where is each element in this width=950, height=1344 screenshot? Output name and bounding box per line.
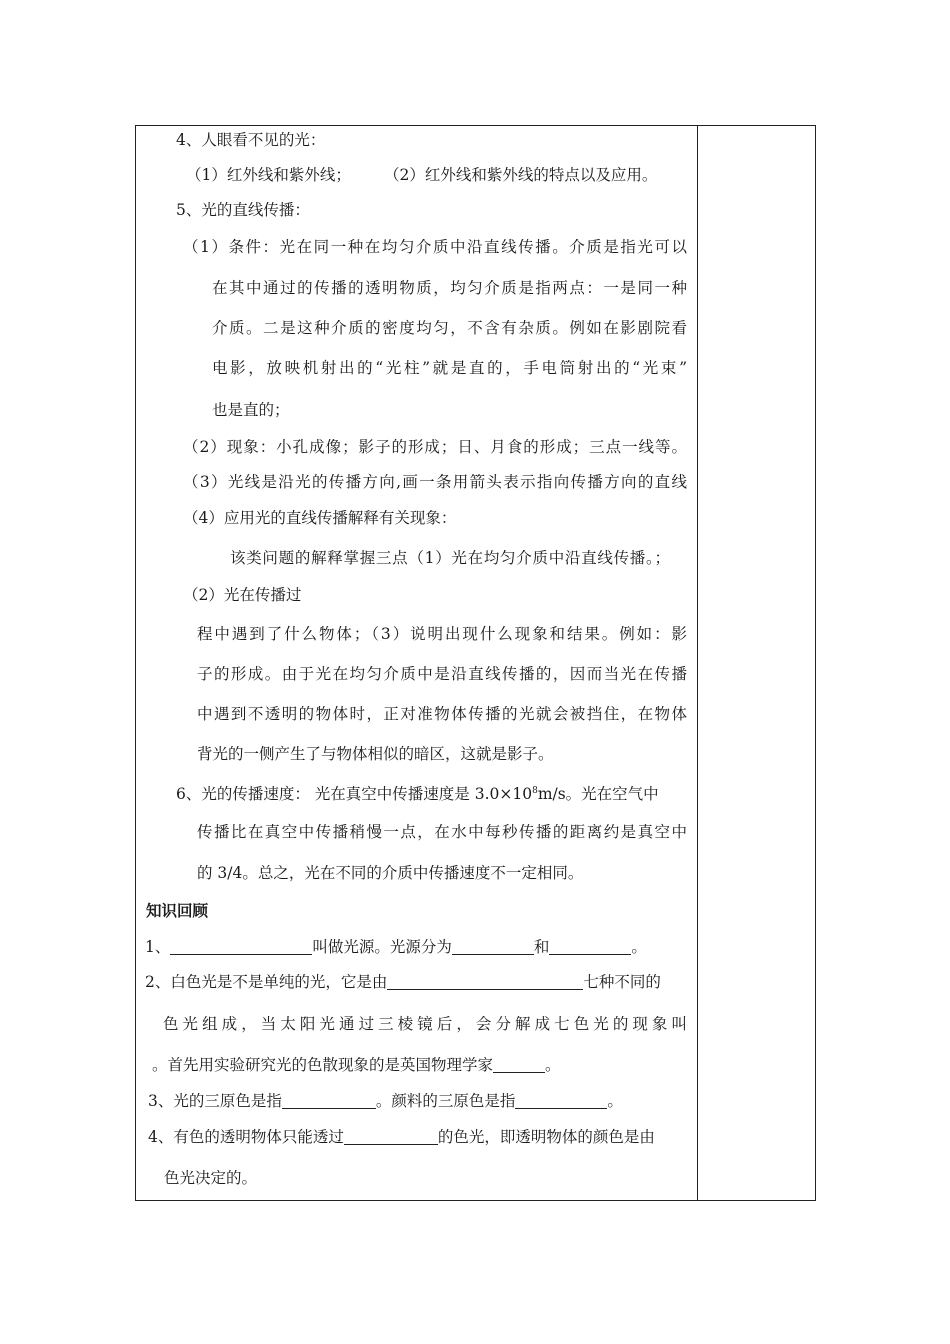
- review-question-2-line-2: 色光组成，当太阳光通过三棱镜后，会分解成七色光的现象叫: [163, 1015, 687, 1033]
- answer-blank[interactable]: [344, 1128, 438, 1145]
- review-question-3: 3、光的三原色是指 。颜料的三原色是指 。: [148, 1092, 623, 1110]
- answer-blank[interactable]: [549, 938, 631, 955]
- item-5-condition-line-5: 也是直的；: [212, 401, 290, 419]
- item-6-speed-line-3: 的 3/4。总之，光在不同的介质中传播速度不一定相同。: [197, 864, 584, 882]
- item-5-explanation-line-6: 背光的一侧产生了与物体相似的暗区，这就是影子。: [197, 745, 554, 763]
- answer-blank[interactable]: [282, 1092, 376, 1109]
- item-5-explanation-line-4: 子的形成。由于光在均匀介质中是沿直线传播的，因而当光在传播: [197, 665, 687, 683]
- review-question-2-line-1: 2、白色光是不是单纯的光，它是由 七种不同的: [145, 973, 661, 991]
- item-5-ray-definition: （3）光线是沿光的传播方向,画一条用箭头表示指向传播方向的直线: [183, 473, 687, 491]
- item-5-phenomena: （2）现象：小孔成像；影子的形成；日、月食的形成；三点一线等。: [183, 438, 687, 456]
- item-5-condition-line-4: 电影，放映机射出的“光柱”就是直的，手电筒射出的“光束”: [212, 359, 687, 377]
- review-question-2-line-3: 。首先用实验研究光的色散现象的是英国物理学家 。: [152, 1056, 561, 1074]
- table-column-divider: [697, 125, 698, 1201]
- item-5-condition-line-3: 介质。二是这种介质的密度均匀，不含有杂质。例如在影剧院看: [212, 319, 687, 337]
- answer-blank[interactable]: [452, 938, 534, 955]
- item-5-explanation-line-2: （2）光在传播过: [183, 586, 302, 604]
- answer-blank[interactable]: [387, 973, 583, 990]
- knowledge-review-heading: 知识回顾: [146, 901, 209, 920]
- review-question-4-line-1: 4、有色的透明物体只能透过 的色光，即透明物体的颜色是由: [148, 1128, 655, 1146]
- review-question-1: 1、 叫做光源。光源分为 和 。: [145, 938, 647, 956]
- item-6-speed-line-2: 传播比在真空中传播稍慢一点，在水中每秒传播的距离约是真空中: [197, 823, 687, 841]
- answer-blank[interactable]: [515, 1092, 607, 1109]
- item-6-speed-line-1: 6、光的传播速度： 光在真空中传播速度是 $3.0\times 10^8m/s$。光在空气中: [176, 785, 659, 803]
- item-5-condition-line-2: 在其中通过的传播的透明物质，均匀介质是指两点：一是同一种: [212, 279, 687, 297]
- item-5-heading: 5、光的直线传播：: [176, 201, 310, 219]
- answer-blank[interactable]: [170, 938, 312, 955]
- item-4-sub-2: （2）红外线和紫外线的特点以及应用。: [384, 166, 658, 184]
- item-5-condition-line-1: （1）条件：光在同一种在均匀介质中沿直线传播。介质是指光可以: [183, 238, 687, 256]
- answer-blank[interactable]: [493, 1056, 545, 1073]
- item-4-sub-1: （1）红外线和紫外线；: [186, 166, 351, 184]
- item-4-heading: 4、人眼看不见的光：: [176, 131, 326, 149]
- item-5-application: （4）应用光的直线传播解释有关现象：: [183, 509, 457, 527]
- item-5-explanation-line-5: 中遇到不透明的物体时，正对准物体传播的光就会被挡住，在物体: [197, 705, 687, 723]
- item-5-explanation-line-1: 该类问题的解释掌握三点（1）光在均匀介质中沿直线传播。；: [230, 549, 670, 567]
- review-question-4-line-2: 色光决定的。: [164, 1169, 258, 1187]
- item-5-explanation-line-3: 程中遇到了什么物体；（3）说明出现什么现象和结果。例如：影: [197, 625, 687, 643]
